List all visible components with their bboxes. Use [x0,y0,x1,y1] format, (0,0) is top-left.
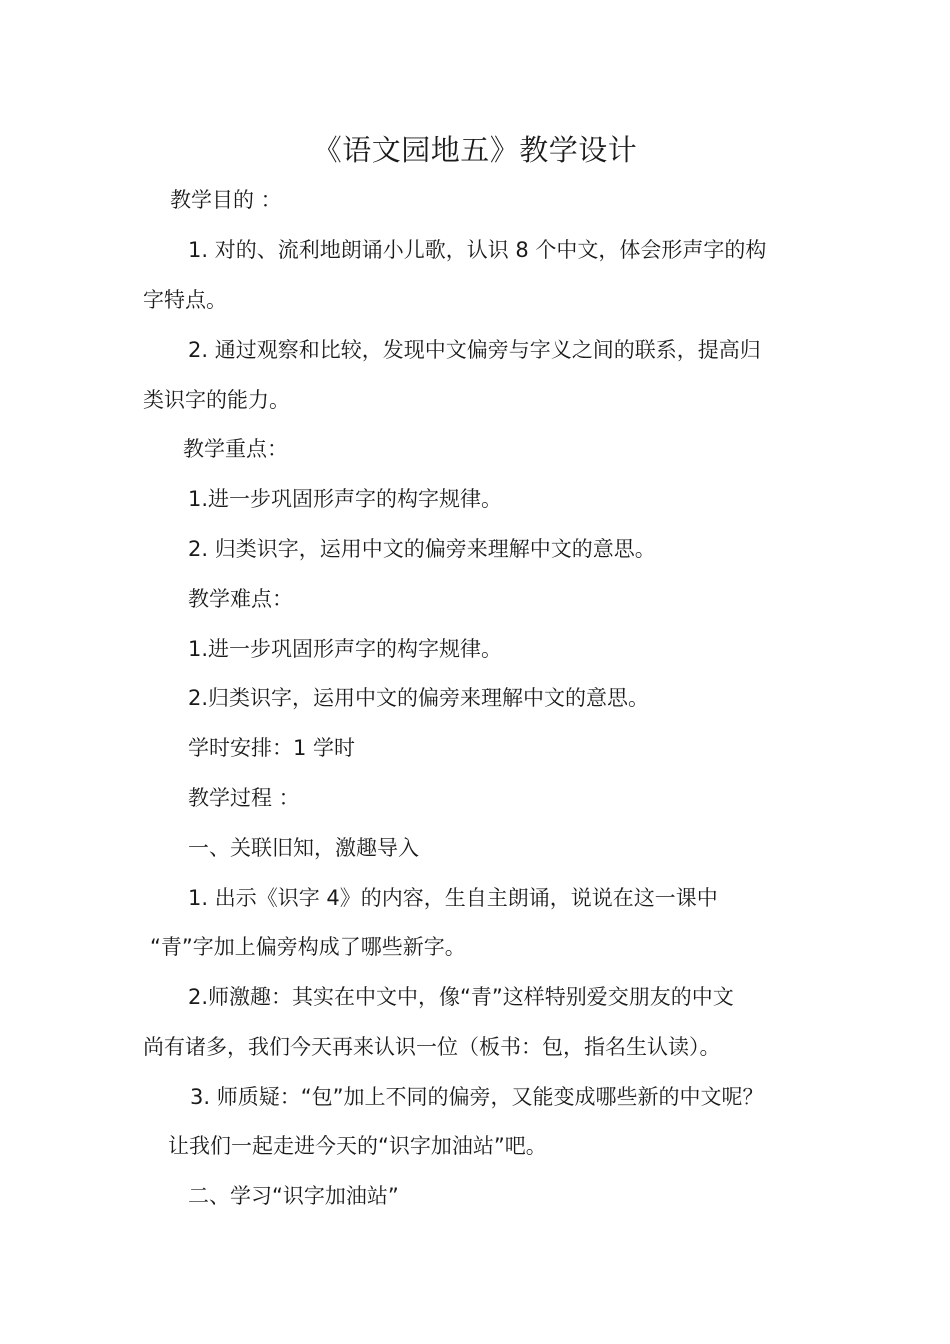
paragraph-line: 类识字的能力。 [143,388,290,412]
paragraph-line: “青”字加上偏旁构成了哪些新字。 [150,935,466,959]
section-heading-key-points: 教学重点： [183,437,288,461]
section-heading-difficulties: 教学难点： [188,587,293,611]
paragraph-line: 让我们一起走进今天的“识字加油站”吧。 [168,1134,547,1158]
subsection-heading: 二、学习“识字加油站” [188,1184,399,1208]
paragraph-line: 1. 出示《识字 4》的内容，生自主朗诵，说说在这一课中 [188,886,718,910]
paragraph-line: 字特点。 [143,288,227,312]
section-heading-objectives: 教学目的 ： [170,188,282,212]
paragraph-line: 尚有诸多，我们今天再来认识一位（板书：包，指名生认读）。 [143,1035,721,1059]
subsection-heading: 一、关联旧知，激趣导入 [188,836,419,860]
paragraph-line: 2.师激趣：其实在中文中，像“青”这样特别爱交朋友的中文 [188,985,734,1009]
document-title: 《语文园地五》教学设计 [312,133,638,167]
paragraph-line: 2. 通过观察和比较，发现中文偏旁与字义之间的联系，提高归 [188,338,761,362]
schedule-line: 学时安排：1 学时 [188,736,356,760]
paragraph-line: 3. 师质疑：“包”加上不同的偏旁，又能变成哪些新的中文呢？ [190,1085,764,1109]
paragraph-line: 1. 对的、流利地朗诵小儿歌，认识 8 个中文，体会形声字的构 [188,238,767,262]
section-heading-process: 教学过程 ： [188,786,300,810]
paragraph-line: 1.进一步巩固形声字的构字规律。 [188,487,503,511]
paragraph-line: 2.归类识字，运用中文的偏旁来理解中文的意思。 [188,686,650,710]
paragraph-line: 1.进一步巩固形声字的构字规律。 [188,637,503,661]
paragraph-line: 2. 归类识字，运用中文的偏旁来理解中文的意思。 [188,537,656,561]
